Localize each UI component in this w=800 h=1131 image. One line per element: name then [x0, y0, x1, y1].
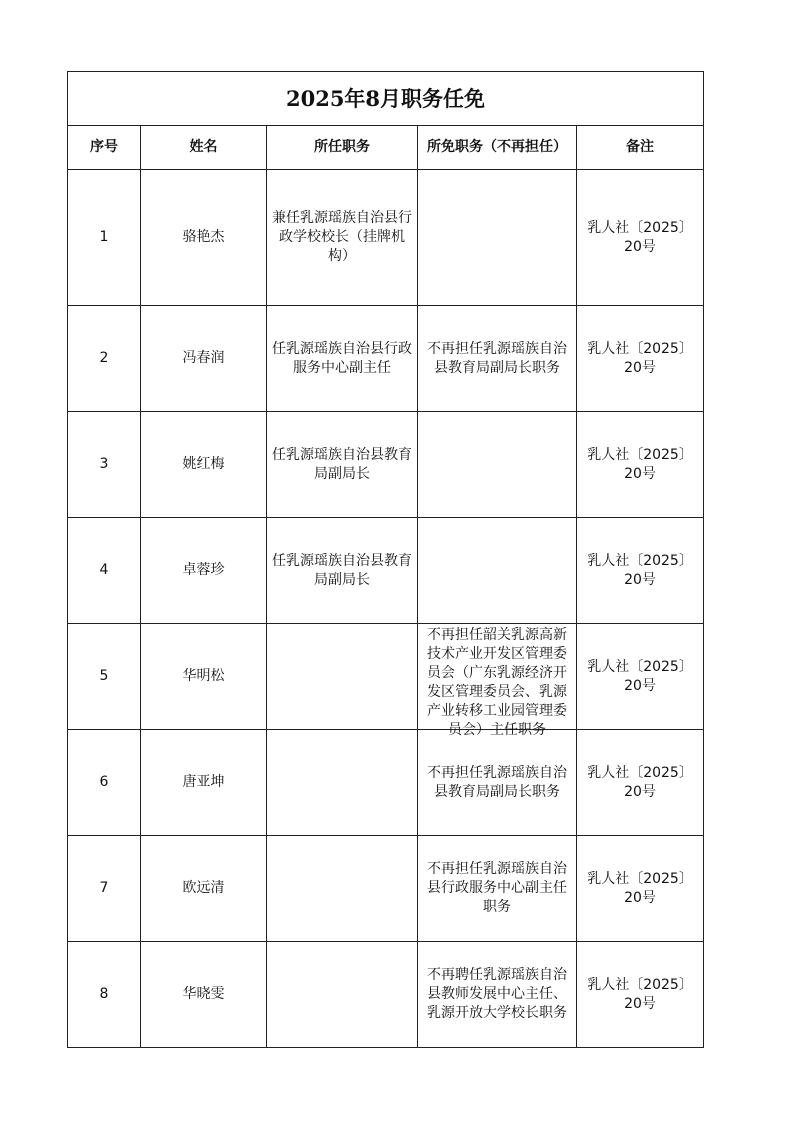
table-row: [68, 412, 704, 518]
row-remarks-text: 乳人社〔2025〕20号: [587, 658, 693, 694]
row-name: [141, 170, 267, 306]
row-remarks: [577, 170, 704, 306]
row-remarks: [577, 942, 704, 1048]
row-name-text: 华明松: [182, 668, 225, 684]
row-name: [141, 306, 267, 412]
row-removed-position-text: 不再担任韶关乳源高新技术产业开发区管理委员会（广东乳源经济开发区管理委员会、乳源产业转移工业园管理委员会）主任职务: [427, 626, 567, 738]
table-row: [68, 518, 704, 624]
header-remarks: 备注: [577, 126, 704, 170]
row-appointed-position-text: 任乳源瑶族自治县行政服务中心副主任: [272, 340, 412, 376]
row-appointed-position: [267, 306, 418, 412]
row-removed-position: [418, 836, 577, 942]
row-index: [68, 624, 141, 730]
row-remarks-text: 乳人社〔2025〕20号: [587, 340, 693, 376]
appointment-sheet: [67, 71, 703, 1048]
row-index-text: 2: [99, 350, 109, 366]
row-index-text: 7: [99, 880, 109, 896]
row-index-text: 6: [99, 774, 109, 790]
row-index-text: 4: [99, 562, 109, 578]
row-removed-position: [418, 518, 577, 624]
row-remarks-text: 乳人社〔2025〕20号: [587, 870, 693, 906]
row-removed-position-text: 不再担任乳源瑶族自治县教育局副局长职务: [427, 340, 567, 376]
row-name: [141, 412, 267, 518]
row-name-text: 骆艳杰: [182, 229, 225, 245]
row-name-text: 华晓雯: [182, 986, 225, 1002]
row-name-text: 卓蓉珍: [182, 562, 225, 578]
row-index: [68, 836, 141, 942]
row-removed-position-text: 不再担任乳源瑶族自治县行政服务中心副主任职务: [427, 861, 567, 915]
appointment-table: [67, 71, 704, 1048]
row-removed-position: [418, 942, 577, 1048]
row-remarks: [577, 730, 704, 836]
row-removed-position: [418, 306, 577, 412]
table-row: [68, 306, 704, 412]
row-remarks: [577, 412, 704, 518]
row-index-text: 1: [99, 229, 109, 245]
row-index-text: 3: [99, 456, 109, 472]
header-removed: 所免职务（不再担任）: [418, 126, 577, 170]
row-index-text: 5: [99, 668, 109, 684]
table-row: [68, 942, 704, 1048]
row-name-text: 唐亚坤: [182, 774, 225, 790]
row-remarks-text: 乳人社〔2025〕20号: [587, 552, 693, 588]
row-removed-position: [418, 730, 577, 836]
row-appointed-position: [267, 730, 418, 836]
row-removed-position: [418, 170, 577, 306]
row-remarks: [577, 836, 704, 942]
row-name: [141, 730, 267, 836]
row-index: [68, 518, 141, 624]
row-index: [68, 170, 141, 306]
row-appointed-position-text: 任乳源瑶族自治县教育局副局长: [272, 446, 412, 482]
table-row: [68, 624, 704, 730]
header-row: [68, 126, 704, 170]
row-appointed-position-text: 兼任乳源瑶族自治县行政学校校长（挂牌机构）: [272, 210, 412, 264]
row-appointed-position: [267, 170, 418, 306]
row-index: [68, 942, 141, 1048]
row-appointed-position: [267, 836, 418, 942]
row-appointed-position: [267, 518, 418, 624]
row-remarks: [577, 306, 704, 412]
row-index: [68, 412, 141, 518]
row-removed-position-text: 不再担任乳源瑶族自治县教育局副局长职务: [427, 764, 567, 800]
row-index-text: 8: [99, 986, 109, 1002]
row-appointed-position: [267, 624, 418, 730]
row-removed-position-text: 不再聘任乳源瑶族自治县教师发展中心主任、乳源开放大学校长职务: [427, 967, 567, 1021]
table-row: [68, 730, 704, 836]
row-remarks-text: 乳人社〔2025〕20号: [587, 219, 693, 255]
row-name: [141, 836, 267, 942]
row-appointed-position-text: 任乳源瑶族自治县教育局副局长: [272, 552, 412, 588]
header-name: 姓名: [141, 126, 267, 170]
header-index: 序号: [68, 126, 141, 170]
header-appointed: 所任职务: [267, 126, 418, 170]
row-remarks-text: 乳人社〔2025〕20号: [587, 976, 693, 1012]
row-index: [68, 306, 141, 412]
row-appointed-position: [267, 412, 418, 518]
row-name-text: 冯春润: [182, 350, 225, 366]
row-name-text: 欧远清: [182, 880, 225, 896]
row-removed-position: [418, 412, 577, 518]
row-name-text: 姚红梅: [182, 456, 225, 472]
row-remarks: [577, 518, 704, 624]
table-row: [68, 170, 704, 306]
row-remarks-text: 乳人社〔2025〕20号: [587, 446, 693, 482]
table-row: [68, 836, 704, 942]
row-name: [141, 518, 267, 624]
row-name: [141, 624, 267, 730]
row-index: [68, 730, 141, 836]
row-name: [141, 942, 267, 1048]
row-remarks: [577, 624, 704, 730]
row-appointed-position: [267, 942, 418, 1048]
row-remarks-text: 乳人社〔2025〕20号: [587, 764, 693, 800]
page-title: 2025年8月职务任免: [68, 72, 704, 126]
row-removed-position: [418, 624, 577, 738]
